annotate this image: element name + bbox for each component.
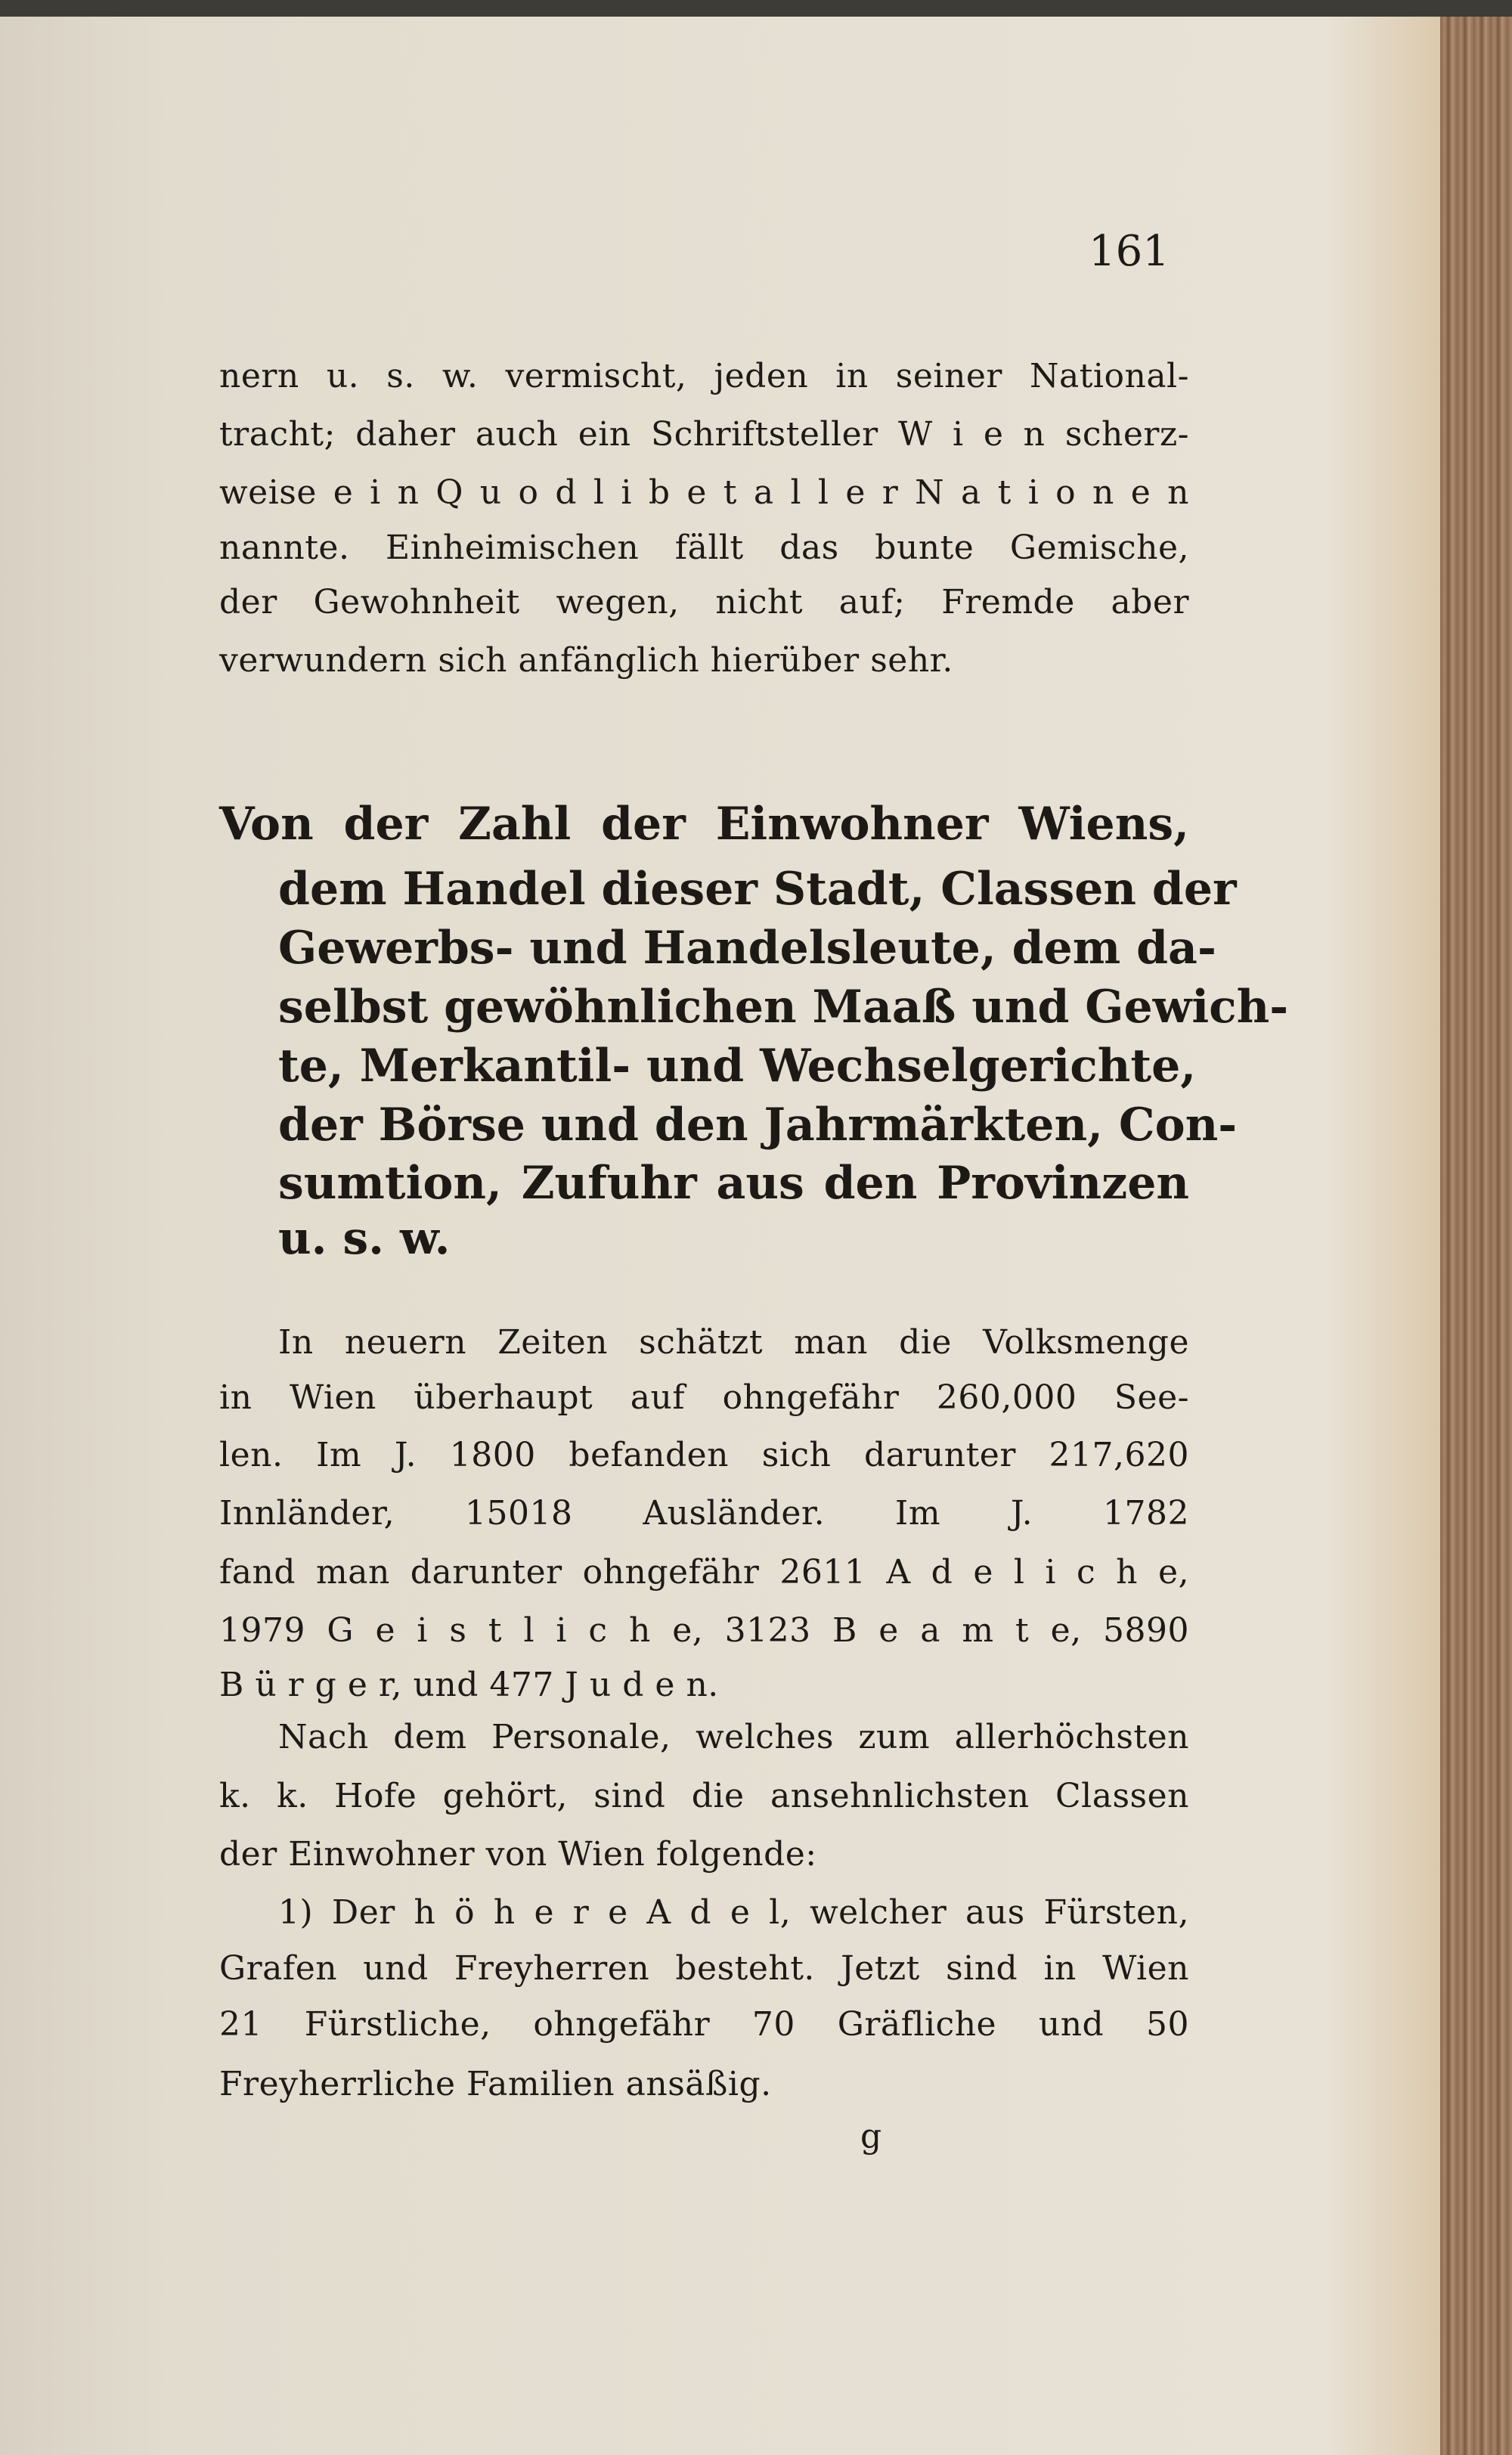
- text-line: Freyherrliche Familien ansäßig.: [219, 2065, 772, 2103]
- text-line: verwundern sich anfänglich hierüber sehr.: [219, 641, 953, 680]
- scan-top-border: [0, 0, 1512, 17]
- text-line: nannte. Einheimischen fällt das bunte Gemische,: [219, 529, 1189, 567]
- text-line: Nach dem Personale, welches zum allerhöchsten: [278, 1718, 1189, 1756]
- text-line: Innländer, 15018 Ausländer. Im J. 1782: [219, 1494, 1189, 1533]
- text-line: der Gewohnheit wegen, nicht auf; Fremde aber: [219, 583, 1189, 621]
- heading-line: der Börse und den Jahrmärkten, Con-: [278, 1099, 1238, 1152]
- text-line: fand man darunter ohngefähr 2611 A d e l i c h e,: [219, 1553, 1189, 1592]
- heading-line: selbst gewöhnlichen Maaß und Gewich-: [278, 981, 1289, 1034]
- text-line: len. Im J. 1800 befanden sich darunter 217,620: [219, 1436, 1189, 1474]
- text-line: weise e i n Q u o d l i b e t a l l e r N a t i o n e n: [219, 473, 1189, 512]
- text-line: nern u. s. w. vermischt, jeden in seiner National-: [219, 357, 1189, 395]
- text-line: B ü r g e r, und 477 J u d e n.: [219, 1666, 719, 1704]
- heading-line: sumtion, Zufuhr aus den Provinzen: [278, 1157, 1189, 1210]
- page-number: 161: [1089, 227, 1170, 276]
- text-line: Grafen und Freyherren besteht. Jetzt sind in Wien: [219, 1949, 1189, 1988]
- catchword: g: [860, 2117, 882, 2156]
- text-line: k. k. Hofe gehört, sind die ansehnlichsten Classen: [219, 1777, 1189, 1815]
- text-line: in Wien überhaupt auf ohngefähr 260,000 See-: [219, 1378, 1189, 1417]
- heading-line: te, Merkantil- und Wechselgerichte,: [278, 1040, 1197, 1093]
- text-line: 1979 G e i s t l i c h e, 3123 B e a m t e, 5890: [219, 1611, 1189, 1650]
- text-line: der Einwohner von Wien folgende:: [219, 1835, 817, 1874]
- heading-line: Gewerbs- und Handelsleute, dem da-: [278, 922, 1216, 975]
- text-line: 21 Fürstliche, ohngefähr 70 Gräfliche und 50: [219, 2005, 1189, 2044]
- text-line: tracht; daher auch ein Schriftsteller W i e n scherz-: [219, 415, 1189, 454]
- heading-line: u. s. w.: [278, 1212, 451, 1265]
- text-line: 1) Der h ö h e r e A d e l, welcher aus Fürsten,: [278, 1893, 1189, 1932]
- heading-line: Von der Zahl der Einwohner Wiens,: [219, 798, 1189, 851]
- text-line: In neuern Zeiten schätzt man die Volksmenge: [278, 1323, 1189, 1362]
- book-page-edges: [1440, 17, 1512, 2455]
- heading-line: dem Handel dieser Stadt, Classen der: [278, 863, 1237, 916]
